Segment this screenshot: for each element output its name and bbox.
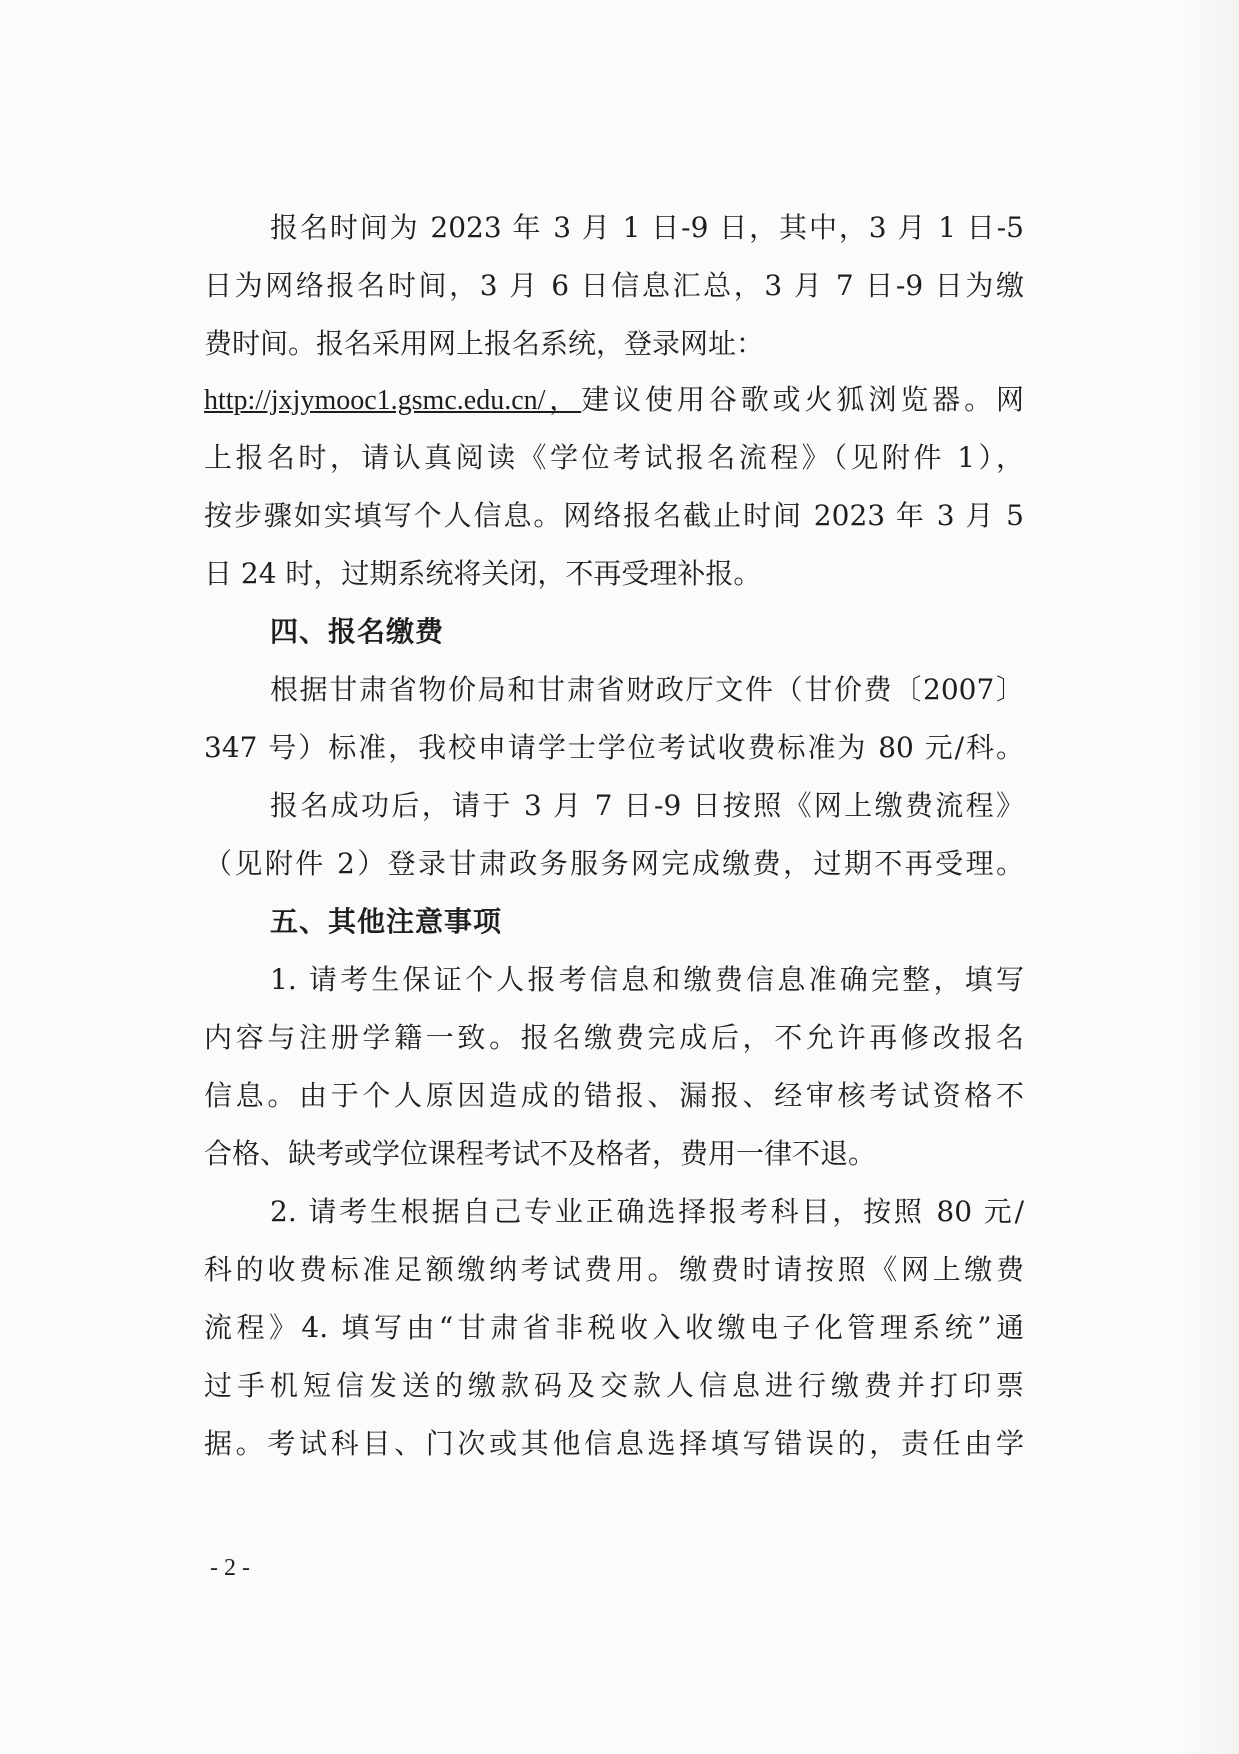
text-line: 按步骤如实填写个人信息。网络报名截止时间 2023 年 3 月 5 [204,499,1024,532]
text-line: 据。考试科目、门次或其他信息选择填写错误的，责任由学 [204,1427,1024,1460]
page-number: - 2 - [210,1555,250,1581]
text-line: 信息。由于个人原因造成的错报、漏报、经审核考试资格不 [204,1079,1024,1112]
text-line: 报名成功后，请于 3 月 7 日-9 日按照《网上缴费流程》 [270,789,1024,822]
text-line: 日为网络报名时间，3 月 6 日信息汇总，3 月 7 日-9 日为缴 [204,269,1024,302]
text-line: 流程》4. 填写由“甘肃省非税收入收缴电子化管理系统”通 [204,1311,1024,1344]
text-line: 科的收费标准足额缴纳考试费用。缴费时请按照《网上缴费 [204,1253,1024,1286]
text-line: 根据甘肃省物价局和甘肃省财政厅文件（甘价费〔2007〕 [270,673,1024,706]
text-line-with-link [204,378,1024,422]
section-heading-other-notes: 五、其他注意事项 [270,905,503,938]
text-line: 报名时间为 2023 年 3 月 1 日-9 日，其中，3 月 1 日-5 [270,211,1024,244]
text-line: 过手机短信发送的缴款码及交款人信息进行缴费并打印票 [204,1369,1024,1402]
text-line: 费时间。报名采用网上报名系统，登录网址： [204,327,765,360]
text-fragment: 建议使用谷歌或火狐浏览器。网 [581,383,1024,416]
text-line: 合格、缺考或学位课程考试不及格者，费用一律不退。 [204,1137,877,1170]
text-line: 1. 请考生保证个人报考信息和缴费信息准确完整，填写 [270,963,1024,996]
registration-url-link[interactable]: http://jxjymooc1.gsmc.edu.cn/， [204,385,582,416]
section-heading-registration-fee: 四、报名缴费 [270,615,445,648]
text-line: 内容与注册学籍一致。报名缴费完成后，不允许再修改报名 [204,1021,1024,1054]
text-line: 347 号）标准，我校申请学士学位考试收费标准为 80 元/科。 [204,731,1024,764]
text-line: （见附件 2）登录甘肃政务服务网完成缴费，过期不再受理。 [204,847,1024,880]
scan-edge-shade [1179,0,1239,1754]
text-line: 上报名时，请认真阅读《学位考试报名流程》（见附件 1）， [204,441,1024,474]
text-line: 日 24 时，过期系统将关闭，不再受理补报。 [204,557,762,590]
text-line: 2. 请考生根据自己专业正确选择报考科目，按照 80 元/ [270,1195,1024,1228]
